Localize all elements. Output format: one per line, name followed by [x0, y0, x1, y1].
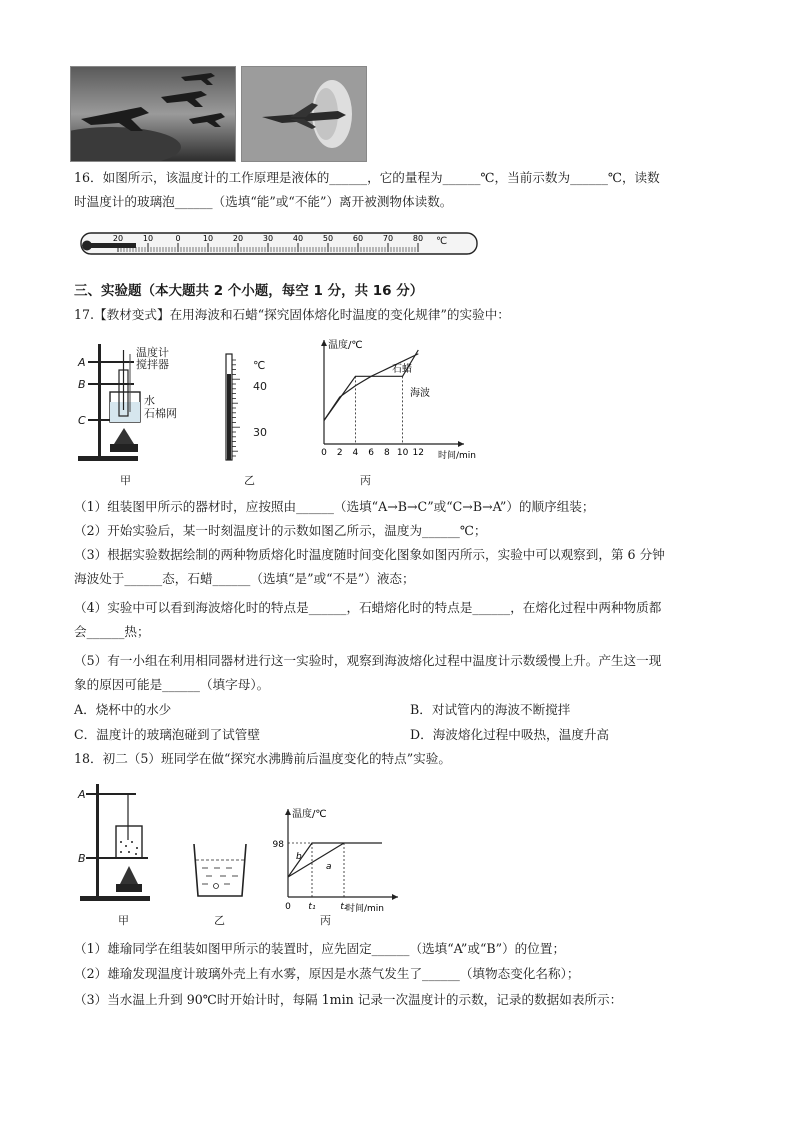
thermometer-figure	[80, 230, 480, 262]
thermometer-tick-label: 40	[292, 234, 304, 243]
q17-chart-x-tick: 8	[383, 448, 390, 458]
q17-item-4-line-2: 会______热；	[74, 624, 150, 639]
q17-item-3-line-1: （3）根据实验数据绘制的两种物质熔化时温度随时间变化图象如图丙所示，实验中可以观察到，第 6 分钟	[74, 547, 665, 562]
q17-fig-a-label-stirrer: 搅拌器	[136, 358, 169, 371]
thermometer-tick-label: 70	[382, 234, 394, 243]
q17-option-a: A．烧杯中的水少	[74, 702, 172, 717]
thermometer-unit: ℃	[436, 236, 448, 247]
q18-chart-x-tick: t₁	[308, 902, 316, 912]
q17-fig-b-tick-30: 30	[253, 426, 267, 439]
q17-option-c: C．温度计的玻璃泡碰到了试管壁	[74, 727, 260, 742]
q17-series-label-shila: 石蜡	[392, 364, 412, 375]
q17-chart-x-tick: 6	[368, 448, 375, 458]
q17-fig-b-unit: ℃	[253, 359, 266, 372]
photo-jets-formation	[70, 66, 236, 162]
q17-figure-b	[220, 352, 280, 462]
q17-option-b: B．对试管内的海波不断搅拌	[410, 702, 571, 717]
thermometer-tick-label: 10	[202, 234, 214, 243]
q17-chart-x-tick: 12	[412, 448, 425, 458]
q17-fig-b-caption: 乙	[244, 474, 255, 487]
q18-item-1: （1）雄瑜同学在组装如图甲所示的装置时，应先固定______（选填“A”或“B”）的位置；	[74, 941, 566, 956]
q17-chart-x-arrow	[458, 441, 464, 447]
q18-point-a: A	[78, 788, 86, 801]
q17-option-d: D．海波熔化过程中吸热，温度升高	[410, 727, 610, 742]
q17-series-label-haibo: 海波	[410, 388, 430, 399]
thermometer-tick-label: 20	[232, 234, 244, 243]
thermometer-tick-label: 20	[112, 234, 124, 243]
q17-item-5-line-1: （5）有一小组在利用相同器材进行这一实验时，观察到海波熔化过程中温度计示数缓慢上升。产生这一现	[74, 653, 662, 668]
q17-intro: 17.【教材变式】在用海波和石蜡“探究固体熔化时温度的变化规律”的实验中：	[74, 307, 510, 322]
q18-chart-xlabel: 时间/min	[346, 904, 385, 913]
q18-fig-b-caption: 乙	[214, 914, 225, 927]
thermometer-tick-label: 30	[262, 234, 274, 243]
q18-series-label-b: b	[296, 852, 302, 862]
q17-fig-b-tick-40: 40	[253, 380, 267, 393]
photo-jet-sonic-boom	[241, 66, 367, 162]
q18-chart-x-arrow	[392, 894, 398, 900]
q18-fig-c-caption: 丙	[320, 914, 331, 927]
q17-fig-a-caption: 甲	[120, 474, 131, 487]
q17-item-1: （1）组装图甲所示的器材时，应按照由______（选填“A→B→C”或“C→B→A”）的顺序组装；	[74, 499, 595, 514]
q17-item-2: （2）开始实验后，某一时刻温度计的示数如图乙所示，温度为______℃；	[74, 523, 487, 538]
q17-chart-xlabel: 时间/min	[438, 451, 477, 461]
q17-item-5-line-2: 象的原因可能是______（填字母）。	[74, 677, 270, 692]
q17-fig-a-label-gauze: 石棉网	[144, 407, 177, 420]
q17-chart-y-arrow	[321, 340, 327, 346]
q18-chart-x-tick: t₂	[340, 902, 348, 912]
q17-chart-ylabel: 温度/℃	[328, 340, 363, 351]
q17-item-3-line-2: 海波处于______态，石蜡______（选填“是”或“不是”）液态；	[74, 571, 415, 586]
q18-chart-y-value: 98	[272, 840, 284, 850]
thermometer-tick-label: 60	[352, 234, 364, 243]
q18-intro: 18．初二（5）班同学在做“探究水沸腾前后温度变化的特点”实验。	[74, 751, 451, 766]
q17-chart-x-tick: 0	[321, 448, 327, 458]
q17-figure-c	[310, 336, 480, 470]
q17-chart-x-tick: 10	[396, 448, 409, 458]
q17-chart-x-tick: 2	[336, 448, 343, 458]
q17-fig-c-caption: 丙	[360, 474, 371, 487]
thermometer-tick-label: 10	[142, 234, 154, 243]
thermometer-tick-label: 80	[412, 234, 424, 243]
q16-line-2: 时温度计的玻璃泡______（选填“能”或“不能”）离开被测物体读数。	[74, 194, 453, 209]
q18-figure-a	[74, 780, 174, 910]
q18-chart-y-arrow	[285, 809, 291, 815]
thermometer-tick-label: 50	[322, 234, 334, 243]
q17-point-c: C	[78, 414, 86, 427]
q17-fig-a-label-water: 水	[144, 394, 155, 407]
q18-figure-b-beaker	[190, 840, 250, 900]
q18-point-b: B	[78, 852, 86, 865]
q16-line-1: 16．如图所示，该温度计的工作原理是液体的______，它的量程为______℃，当前示数为______℃，读数	[74, 170, 660, 185]
q18-series-label-a: a	[326, 862, 332, 872]
section-3-heading: 三、实验题（本大题共 2 个小题，每空 1 分，共 16 分）	[74, 283, 424, 299]
q18-fig-a-caption: 甲	[118, 914, 129, 927]
q17-chart-x-tick: 4	[352, 448, 359, 458]
q17-fig-a-label-thermometer: 温度计	[136, 346, 169, 359]
thermometer-tick-label: 0	[175, 234, 181, 243]
q17-point-b: B	[78, 378, 86, 391]
q17-point-a: A	[78, 356, 86, 369]
q17-item-4-line-1: （4）实验中可以看到海波熔化时的特点是______，石蜡熔化时的特点是______，在熔化过程中两种物质都	[74, 600, 662, 615]
q18-chart-origin: 0	[285, 902, 291, 912]
q18-figure-c	[270, 805, 420, 917]
q18-chart-ylabel: 温度/℃	[292, 809, 327, 820]
q18-item-3: （3）当水温上升到 90℃时开始计时，每隔 1min 记录一次温度计的示数，记录的数据如表所示：	[74, 992, 623, 1007]
q18-item-2: （2）雄瑜发现温度计玻璃外壳上有水雾，原因是水蒸气发生了______（填物态变化名称）；	[74, 966, 580, 981]
